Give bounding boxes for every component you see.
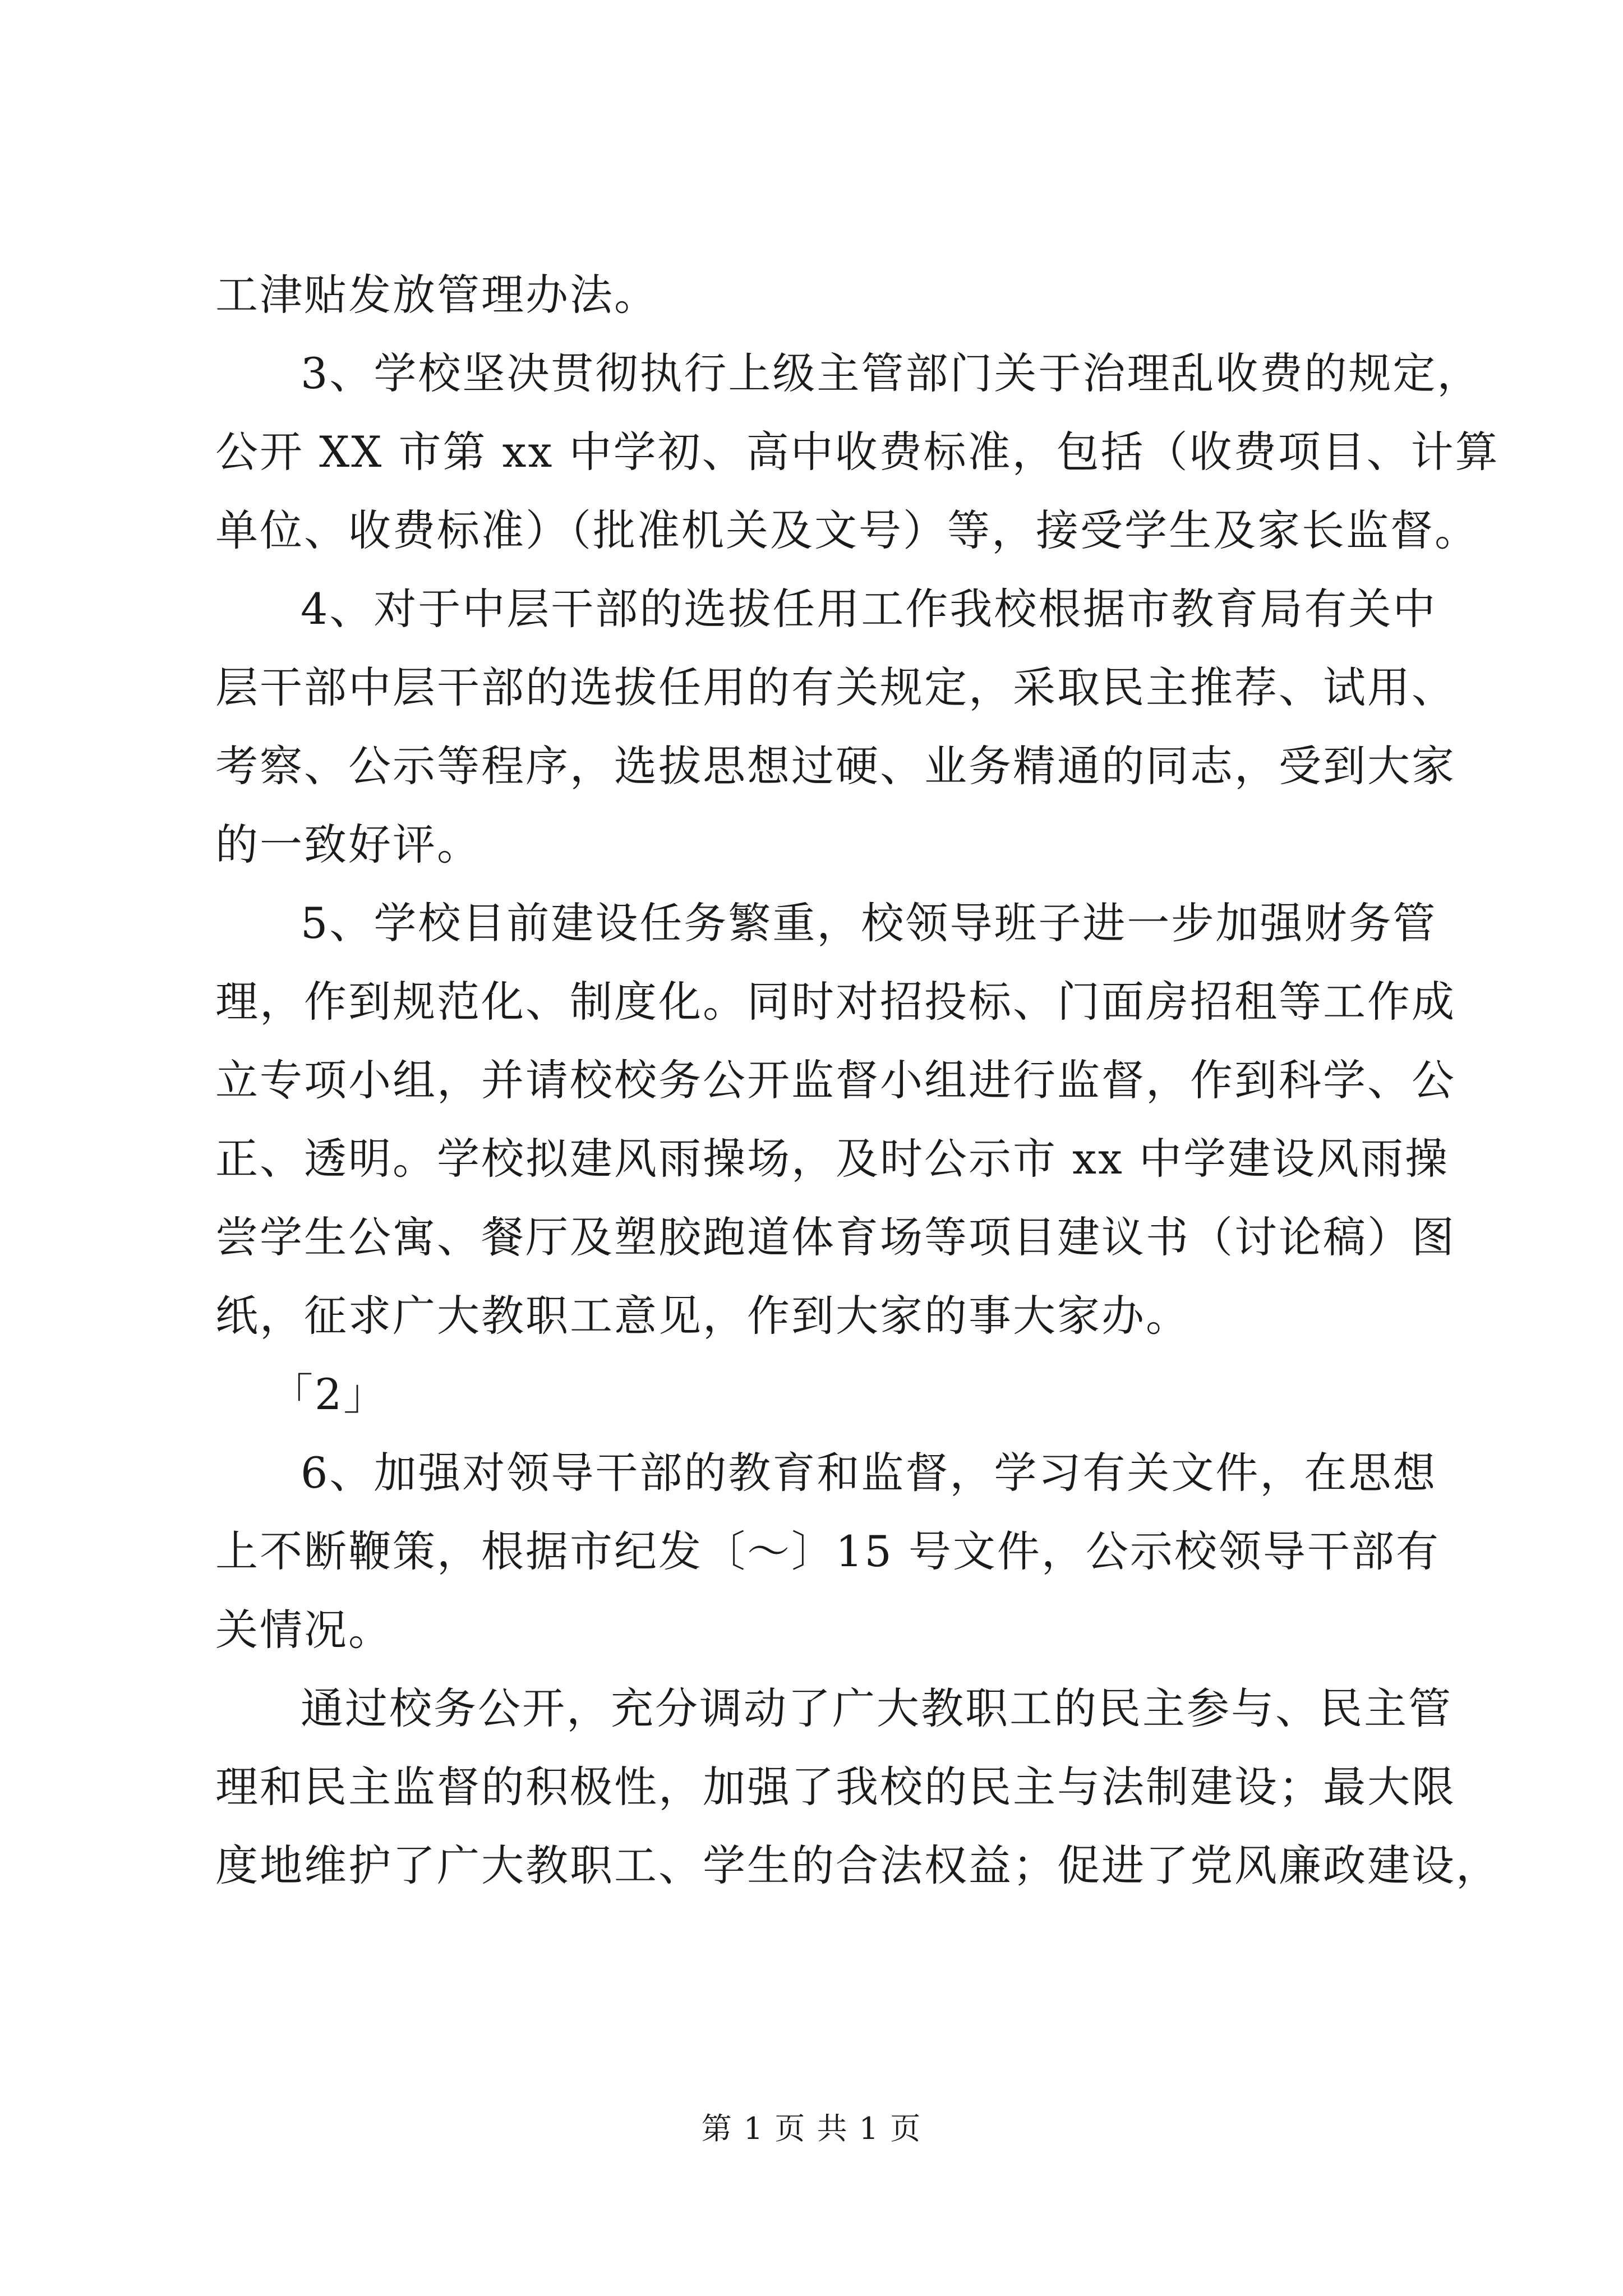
text-line: 公开 XX 市第 xx 中学初、高中收费标准，包括（收费项目、计算 — [215, 427, 1500, 477]
section-marker: 「2」 — [270, 1369, 388, 1419]
text-line: 立专项小组，并请校校务公开监督小组进行监督，作到科学、公 — [215, 1055, 1456, 1105]
paragraph-5-start: 5、学校目前建设任务繁重，校领导班子进一步加强财务管 — [301, 898, 1437, 948]
paragraph-6-start: 6、加强对领导干部的教育和监督，学习有关文件，在思想 — [301, 1448, 1437, 1498]
text-line: 纸，征求广大教职工意见，作到大家的事大家办。 — [215, 1291, 1190, 1341]
text-line: 尝学生公寓、餐厅及塑胶跑道体育场等项目建议书（讨论稿）图 — [215, 1212, 1456, 1262]
text-line: 正、透明。学校拟建风雨操场，及时公示市 xx 中学建设风雨操 — [215, 1134, 1450, 1184]
text-line: 度地维护了广大教职工、学生的合法权益；促进了党风廉政建设， — [215, 1841, 1500, 1890]
text-line: 关情况。 — [215, 1605, 393, 1655]
text-line: 考察、公示等程序，选拔思想过硬、业务精通的同志，受到大家 — [215, 741, 1456, 791]
text-line: 层干部中层干部的选拔任用的有关规定，采取民主推荐、试用、 — [215, 662, 1456, 712]
text-line: 的一致好评。 — [215, 820, 481, 869]
text-line: 单位、收费标准）（批准机关及文号）等，接受学生及家长监督。 — [215, 505, 1479, 555]
text-line: 理，作到规范化、制度化。同时对招投标、门面房招租等工作成 — [215, 977, 1456, 1027]
paragraph-3-start: 3、学校坚决贯彻执行上级主管部门关于治理乱收费的规定， — [301, 348, 1482, 398]
page-number-footer: 第 1 页 共 1 页 — [701, 2111, 922, 2146]
paragraph-4-start: 4、对于中层干部的选拔任用工作我校根据市教育局有关中 — [301, 584, 1437, 634]
text-line: 工津贴发放管理办法。 — [215, 270, 658, 320]
text-line: 上不断鞭策，根据市纪发〔～〕15 号文件，公示校领导干部有 — [215, 1526, 1440, 1576]
text-line: 理和民主监督的积极性，加强了我校的民主与法制建设；最大限 — [215, 1762, 1456, 1812]
summary-paragraph-start: 通过校务公开，充分调动了广大教职工的民主参与、民主管 — [301, 1683, 1453, 1733]
document-body — [215, 256, 1500, 1905]
